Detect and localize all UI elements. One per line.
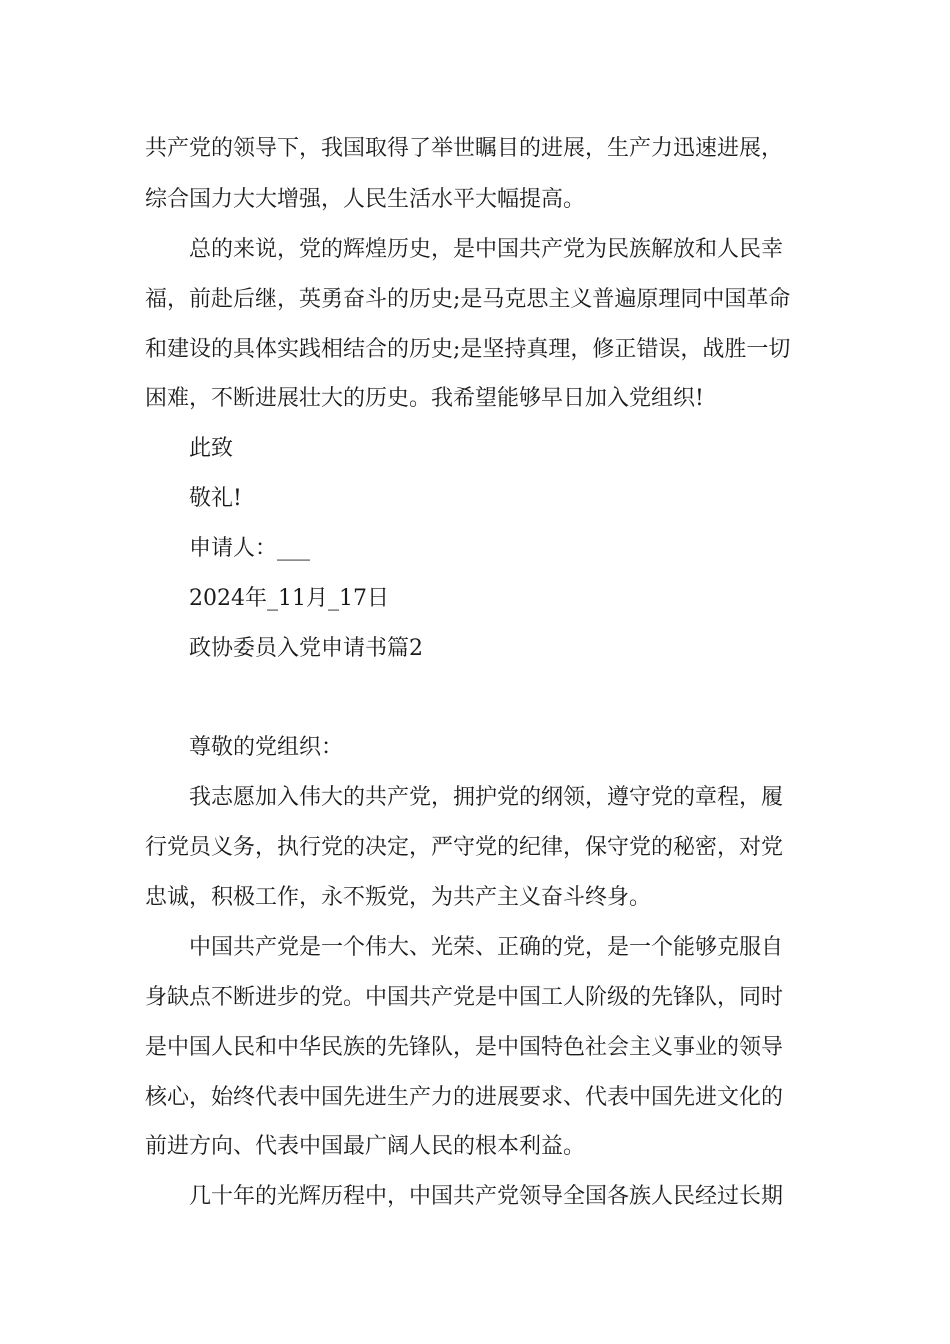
paragraph-line: 忠诚，积极工作，永不叛党，为共产主义奋斗终身。 xyxy=(145,885,652,910)
paragraph-line: 和建设的具体实践相结合的历史;是坚持真理，修正错误，战胜一切 xyxy=(145,337,791,362)
paragraph-line: 困难，不断进展壮大的历史。我希望能够早日加入党组织! xyxy=(145,386,704,411)
closing-salutation: 此致 xyxy=(189,436,234,461)
paragraph-line: 综合国力大大增强，人民生活水平大幅提高。 xyxy=(145,187,586,212)
paragraph-line: 身缺点不断进步的党。中国共产党是中国工人阶级的先锋队，同时 xyxy=(145,985,784,1010)
section-title: 政协委员入党申请书篇2 xyxy=(189,636,423,661)
closing-regards: 敬礼! xyxy=(189,486,242,511)
applicant-signature: 申请人：___ xyxy=(189,536,311,561)
paragraph-line: 前进方向、代表中国最广阔人民的根本利益。 xyxy=(145,1134,586,1159)
paragraph-line: 总的来说，党的辉煌历史，是中国共产党为民族解放和人民幸 xyxy=(189,237,784,262)
paragraph-line: 共产党的领导下，我国取得了举世瞩目的进展，生产力迅速进展， xyxy=(145,136,784,161)
paragraph-line: 福，前赴后继，英勇奋斗的历史;是马克思主义普遍原理同中国革命 xyxy=(145,287,791,312)
paragraph-line: 是中国人民和中华民族的先锋队，是中国特色社会主义事业的领导 xyxy=(145,1035,784,1060)
date-line: 2024年_11月_17日 xyxy=(189,586,389,611)
paragraph-line: 中国共产党是一个伟大、光荣、正确的党，是一个能够克服自 xyxy=(189,935,784,960)
paragraph-line: 行党员义务，执行党的决定，严守党的纪律，保守党的秘密，对党 xyxy=(145,835,784,860)
paragraph-line: 我志愿加入伟大的共产党，拥护党的纲领，遵守党的章程，履 xyxy=(189,785,784,810)
paragraph-line: 核心，始终代表中国先进生产力的进展要求、代表中国先进文化的 xyxy=(145,1085,784,1110)
greeting-line: 尊敬的党组织： xyxy=(189,735,344,760)
paragraph-line: 几十年的光辉历程中，中国共产党领导全国各族人民经过长期 xyxy=(189,1184,784,1209)
